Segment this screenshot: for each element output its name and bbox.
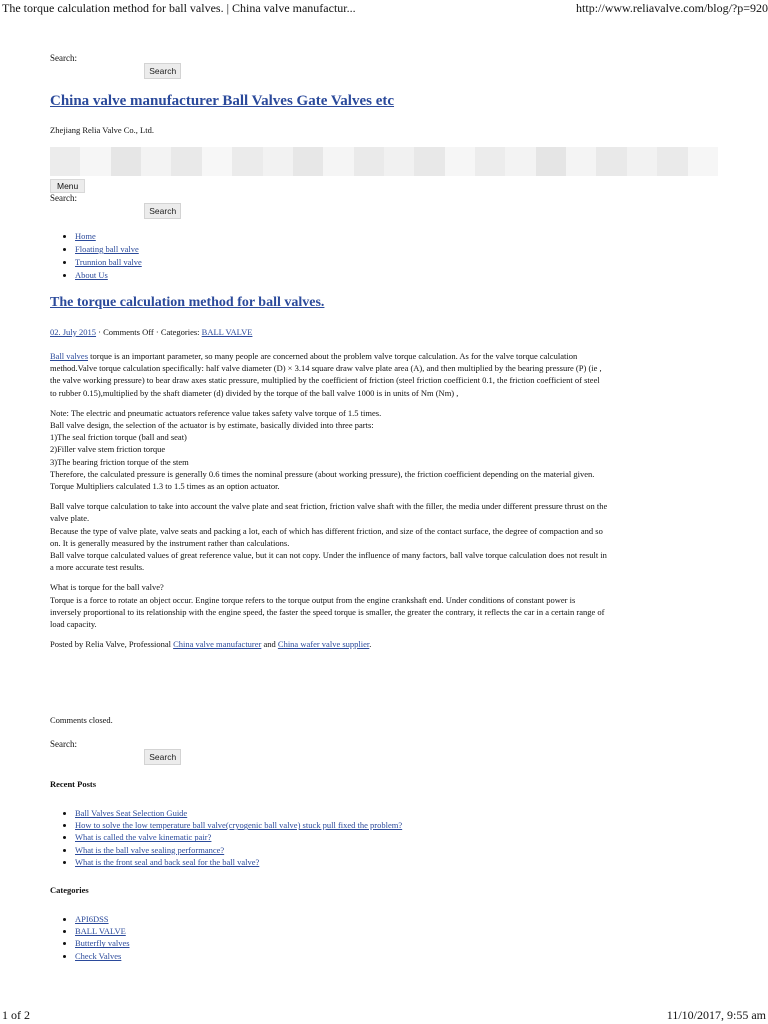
paragraph-text: Because the type of valve plate, valve seats and packing a lot, each of which has different friction, and size of the contact surface, the degree of compaction and so: [50, 525, 603, 536]
list-item: [75, 807, 402, 819]
print-header: [0, 0, 768, 18]
category-link[interactable]: BALL VALVE: [201, 327, 253, 337]
main-navigation: [75, 230, 142, 282]
paragraph-friction: [50, 500, 718, 573]
recent-posts-list: [75, 807, 402, 868]
recent-posts-heading: Recent Posts: [50, 779, 97, 789]
page-url: http://www.reliavalve.com/blog/?p=920: [576, 1, 768, 15]
search-form-bottom: [50, 739, 181, 765]
china-wafer-valve-supplier-link[interactable]: China wafer valve supplier: [277, 639, 370, 650]
recent-post-link[interactable]: What is called the valve kinematic pair?: [75, 832, 212, 843]
post-title-link[interactable]: The torque calculation method for ball valves.: [50, 295, 325, 310]
paragraph-text: What is torque for the ball valve?: [50, 582, 164, 593]
search-button[interactable]: Search: [144, 63, 181, 79]
banner-tile: [688, 147, 718, 176]
china-valve-manufacturer-link[interactable]: China valve manufacturer: [173, 639, 262, 650]
paragraph-text: the valve working pressure) to bear draw axes static pressure, multiplied by the coefficient of friction (steel friction coefficient 0.1, the friction coefficient of steel: [50, 375, 600, 386]
company-name: Zhejiang Relia Valve Co., Ltd.: [50, 125, 154, 135]
banner-tile: [141, 147, 171, 176]
banner-tile: [445, 147, 475, 176]
banner-tile: [354, 147, 384, 176]
paragraph-text: load capacity.: [50, 619, 97, 630]
category-item-link[interactable]: Check Valves: [75, 950, 122, 961]
period-text: .: [369, 639, 372, 650]
paragraph-text: Ball valve torque calculation to take into account the valve plate and seat friction, friction valve shaft with the filler, the media under different pressure thrust on the: [50, 501, 608, 512]
paragraph-text: Torque is a force to rotate an object occur. Engine torque refers to the torque output from the engine crankshaft end. Under conditions of constant power is: [50, 594, 576, 605]
paragraph-text: Therefore, the calculated pressure is generally 0.6 times the nominal pressure (about working pressure), the friction coefficient depending on the material given.: [50, 468, 595, 479]
ball-valves-link[interactable]: Ball valves: [50, 351, 89, 361]
search-label: Search:: [50, 53, 77, 63]
banner-tile: [596, 147, 626, 176]
search-label: Search:: [50, 193, 77, 203]
print-footer: [0, 1006, 768, 1024]
paragraph-text: Ball valve torque calculated values of great reference value, but it can not copy. Under the influence of many factors, ball valve torque calculation does not result in: [50, 550, 607, 561]
post-meta-text: · Comments Off · Categories:: [96, 327, 202, 337]
paragraph-text: inversely proportional to its relationship with the engine speed, the faster the speed torque is smaller, the greater the contrary, it reflects the car in a certain range of: [50, 606, 605, 617]
category-item-link[interactable]: API6DSS: [75, 914, 109, 924]
nav-link-about-us[interactable]: About Us: [75, 270, 108, 280]
list-item: [75, 856, 402, 868]
search-form-top: [50, 53, 181, 79]
search-input[interactable]: [50, 65, 142, 78]
paragraph-intro: [50, 350, 718, 399]
search-input[interactable]: [50, 751, 142, 764]
banner-tile: [627, 147, 657, 176]
list-item: [75, 844, 402, 856]
paragraph-text: a more accurate test results.: [50, 562, 145, 573]
banner-tile: [171, 147, 201, 176]
paragraph-text: to rubber 0.15),multiplied by the shaft diameter (d) divided by the torque of the ball valve 1000 is in units of Nm (Nm) ,: [50, 387, 459, 398]
paragraph-text: Ball valve design, the selection of the actuator is by estimate, basically divided into three parts:: [50, 420, 374, 431]
site-title-link[interactable]: China valve manufacturer Ball Valves Gate Valves etc: [50, 93, 395, 109]
banner-tile: [323, 147, 353, 176]
paragraph-torque-definition: [50, 581, 718, 630]
banner-tile: [536, 147, 566, 176]
search-button[interactable]: Search: [144, 203, 181, 219]
search-form-nav: [50, 193, 181, 219]
recent-post-link[interactable]: What is the ball valve sealing performance?: [75, 844, 225, 855]
list-item: [75, 831, 402, 843]
banner-tile: [50, 147, 80, 176]
paragraph-text: Torque Multipliers calculated 1.3 to 1.5 times as an option actuator.: [50, 481, 280, 492]
banner-tile: [475, 147, 505, 176]
search-label: Search:: [50, 739, 77, 749]
nav-item-trunnion-ball-valve: [75, 256, 142, 269]
list-item: [75, 925, 130, 937]
nav-link-home[interactable]: Home: [75, 231, 96, 241]
and-text: and: [261, 639, 278, 650]
list-item: [75, 937, 130, 949]
nav-item-about-us: [75, 269, 142, 282]
search-input[interactable]: [50, 205, 142, 218]
search-button[interactable]: Search: [144, 749, 181, 765]
recent-post-link[interactable]: How to solve the low temperature ball valve(cryogenic ball valve) stuck pull fixed the problem?: [75, 820, 403, 831]
paragraph-text: valve plate.: [50, 513, 90, 524]
category-item-link[interactable]: Butterfly valves: [75, 938, 130, 949]
list-item: [75, 819, 402, 831]
banner-tile: [505, 147, 535, 176]
comments-closed-text: Comments closed.: [50, 715, 113, 725]
paragraph-text: Note: The electric and pneumatic actuators reference value takes safety valve torque of 1.5 times.: [50, 407, 382, 418]
categories-heading: Categories: [50, 885, 89, 895]
paragraph-note: [50, 407, 718, 492]
page-title-header: The torque calculation method for ball valves. | China valve manufactur...: [2, 1, 356, 15]
posted-by-text: Posted by Relia Valve, Professional: [50, 639, 174, 650]
paragraph-text: 3)The bearing friction torque of the stem: [50, 456, 189, 467]
page-number: 1 of 2: [2, 1008, 30, 1022]
recent-post-link[interactable]: What is the front seal and back seal for the ball valve?: [75, 856, 260, 867]
post-meta: [50, 327, 252, 337]
banner-tile: [657, 147, 687, 176]
menu-button[interactable]: Menu: [50, 179, 85, 193]
print-datetime: 11/10/2017, 9:55 am: [666, 1008, 766, 1022]
category-item-link[interactable]: BALL VALVE: [75, 926, 126, 937]
banner-tile: [263, 147, 293, 176]
nav-link-floating-ball-valve[interactable]: Floating ball valve: [75, 244, 139, 254]
banner-tile: [80, 147, 110, 176]
banner-tile: [202, 147, 232, 176]
paragraph-text: 2)Filler valve stem friction torque: [50, 444, 166, 455]
posted-by: [50, 638, 718, 650]
paragraph-text: on. It is generally measured by the instrument rather than calculations.: [50, 537, 290, 548]
nav-item-floating-ball-valve: [75, 243, 142, 256]
paragraph-text: 1)The seal friction torque (ball and seat): [50, 432, 187, 443]
post-body: [50, 350, 718, 658]
paragraph-text: method.Valve torque calculation specifically: half valve diameter (D) × 3.14 square draw valve plate area (A), and then multiplied by the bearing pressure (P) (ie ,: [50, 363, 602, 374]
nav-item-home: [75, 230, 142, 243]
categories-list: [75, 913, 130, 962]
list-item: [75, 950, 130, 962]
banner-tile: [384, 147, 414, 176]
recent-post-link[interactable]: Ball Valves Seat Selection Guide: [75, 808, 188, 818]
banner-tile: [111, 147, 141, 176]
banner-tile: [566, 147, 596, 176]
banner-tile: [232, 147, 262, 176]
banner-tile: [293, 147, 323, 176]
banner-tile: [414, 147, 444, 176]
nav-link-trunnion-ball-valve[interactable]: Trunnion ball valve: [75, 257, 142, 267]
header-banner-image: [50, 147, 718, 176]
post-date-link[interactable]: 02. July 2015: [50, 327, 97, 337]
paragraph-text: torque is an important parameter, so many people are concerned about the problem valve torque calculation. As for the valve torque calculation: [88, 351, 578, 361]
list-item: [75, 913, 130, 925]
